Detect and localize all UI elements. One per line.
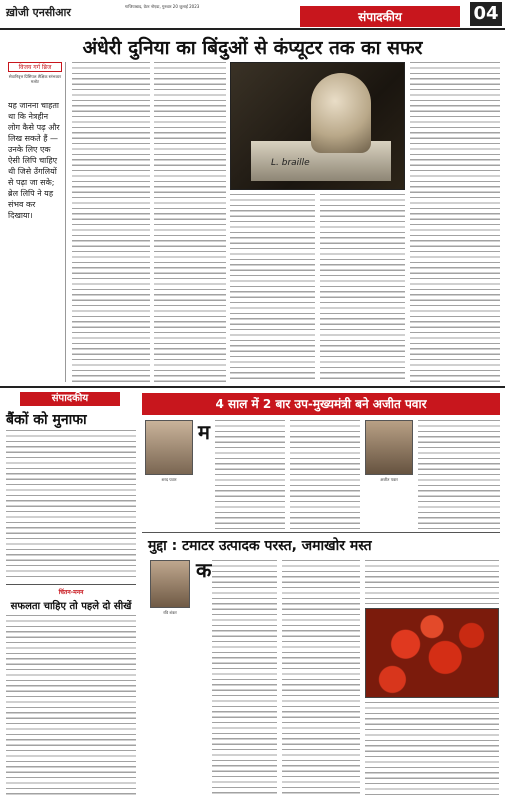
writer-photo: [150, 560, 190, 608]
opinion-body: [6, 615, 136, 795]
lead-headline: अंधेरी दुनिया का बिंदुओं से कंप्यूटर तक का सफर: [82, 37, 423, 59]
opinion-divider: [6, 584, 136, 585]
braille-bust-photo: [230, 62, 405, 190]
writer-caption: रवि शंकर: [163, 610, 177, 615]
date-line: गाजियाबाद, ग्रेटर नोएडा, गुरुवार 20 जुलाई 2023: [125, 4, 200, 9]
editorial-label: संपादकीय: [20, 392, 120, 406]
tomato-photo: [365, 608, 499, 698]
paper-name: ख़ोजी एनसीआर: [6, 6, 71, 19]
editorial-body: [6, 430, 136, 580]
masthead: [0, 0, 505, 30]
editorial-headline: बैंकों को मुनाफा: [6, 412, 87, 428]
section-title: संपादकीय: [300, 6, 460, 27]
tomato-body-3: [365, 560, 499, 604]
lead-column-3: [230, 194, 315, 382]
bust-shape: [311, 73, 371, 153]
opinion-kicker: चिंतन-मनन: [58, 589, 84, 596]
tomato-body-1: [212, 560, 277, 795]
lead-column-4: [320, 194, 405, 382]
tomato-headline: मुद्दा : टमाटर उत्पादक परस्त, जमाखोर मस्त: [148, 538, 372, 554]
ajit-body-1: [215, 420, 285, 530]
plinth-inscription: L. braille: [271, 158, 310, 168]
ajit-pawar-photo: [365, 420, 413, 475]
author-name: विजय गर्ग ब्रिज: [8, 62, 62, 72]
ajit-body-2: [290, 420, 360, 530]
tomato-body-2: [282, 560, 360, 795]
author-sidebar: [6, 62, 66, 382]
lead-column-2: [154, 62, 226, 382]
opinion-title: सफलता चाहिए तो पहले दो सीखें: [10, 601, 132, 612]
tomato-body-4: [365, 702, 499, 795]
lead-column-1: [72, 62, 150, 382]
section-divider: [0, 386, 505, 388]
lead-column-5: [410, 62, 500, 382]
ajit-dropcap: म: [198, 420, 210, 444]
sharad-pawar-photo: [145, 420, 193, 475]
tomato-divider: [142, 532, 500, 533]
author-role: सेवानिवृत्त प्रिंसिपल शैक्षिक स्तंभकार मलोट: [8, 74, 62, 84]
pull-quote: यह जानना चाहता था कि नेत्रहीन लोग कैसे पढ़ और लिख सकते हैं — उनके लिए एक ऐसी लिपि चाहिए थी जिसे उँगलियों से पढ़ा जा सके; ब्रेल लिपि ने यह संभव कर दिखाया।: [8, 101, 60, 220]
ajit-pawar-caption: अजीत पवार: [380, 477, 398, 482]
tomato-dropcap: क: [196, 558, 212, 582]
ajit-body-3: [418, 420, 500, 530]
ajit-headline: 4 साल में 2 बार उप-मुख्यमंत्री बने अजीत पवार: [142, 393, 500, 415]
page-number: 04: [470, 2, 502, 26]
sharad-pawar-caption: शरद पवार: [161, 477, 177, 482]
